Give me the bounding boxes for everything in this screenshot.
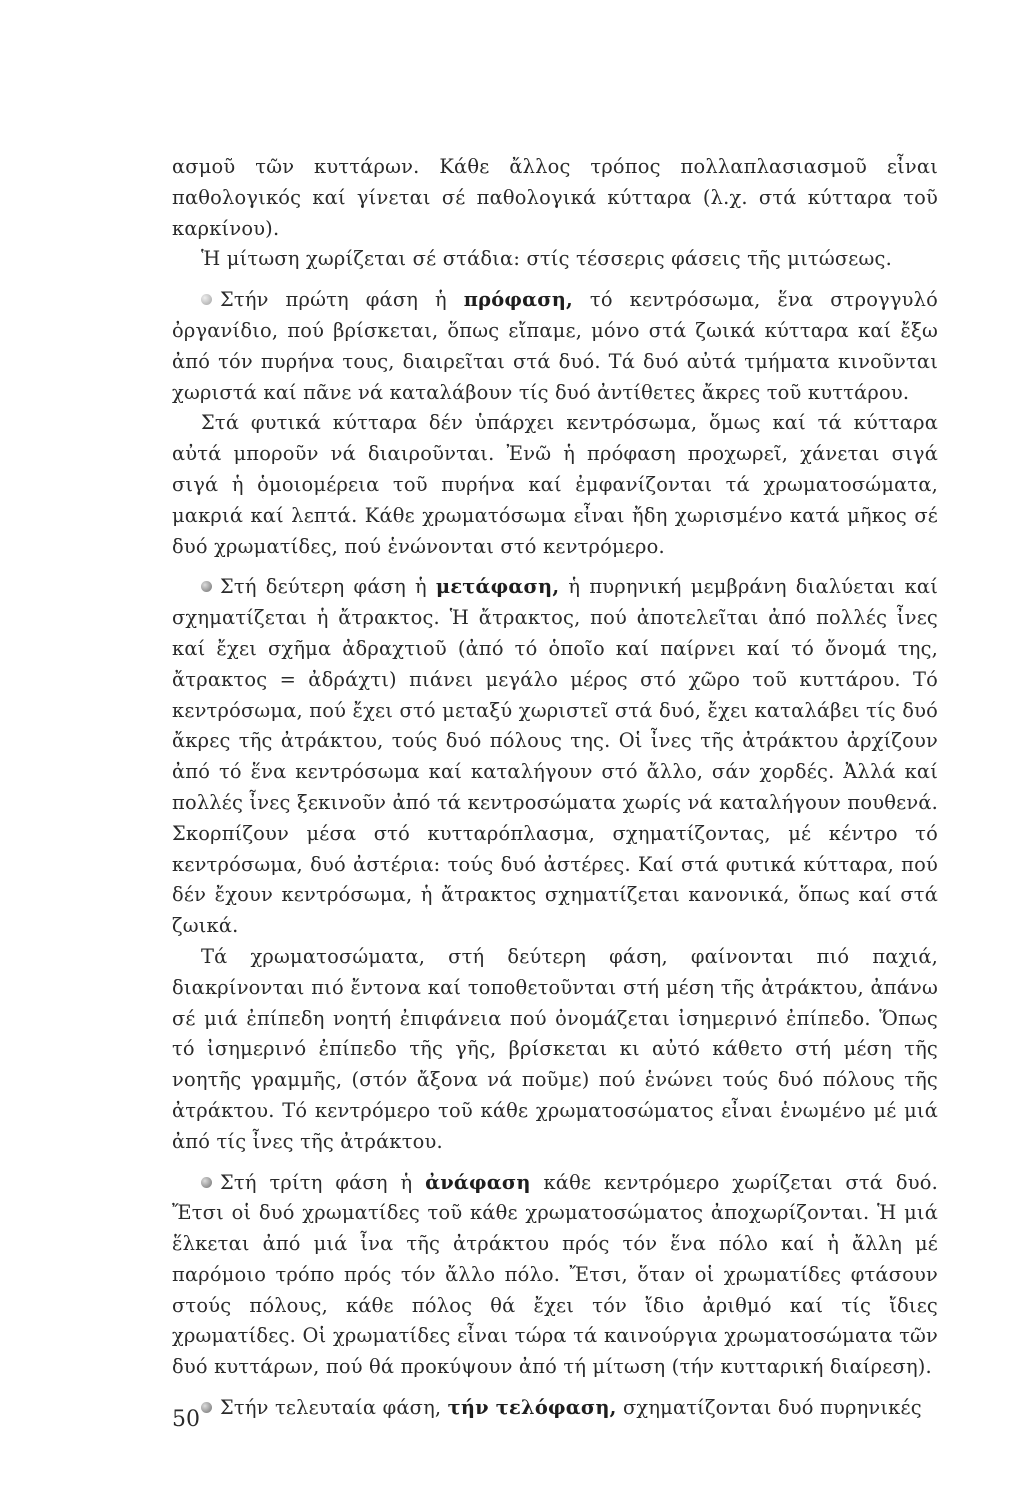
bullet-icon: [201, 581, 212, 592]
paragraph-text: Τά χρωματοσώματα, στή δεύτερη φάση, φαίνονται πιό παχιά, διακρίνονται πιό ἔντονα καί τοποθετοῦνται στή μέση τῆς ἀτράκτου, ἀπάνω σέ μιά ἐπίπεδη νοητή ἐπιφάνεια πού ὀνομάζεται ἰσημερινό ἐπίπεδο. Ὅπως τό ἰσημερινό ἐπίπεδο τῆς γῆς, βρίσκεται κι αὐτό κάθετο στή μέση τῆς νοητῆς γραμμῆς, (στόν ἄξονα νά ποῦμε) πού ἑνώνει τούς δυό πόλους τῆς ἀτράκτου. Τό κεντρόμερο τοῦ κάθε χρωματοσώματος εἶναι ἑνωμένο μέ μιά ἀπό τίς ἶνες τῆς ἀτράκτου.: [172, 944, 938, 1153]
paragraph-plant-cells: [172, 408, 938, 562]
term-telophase: τήν τελόφαση,: [447, 1396, 617, 1420]
bullet-icon: [201, 1177, 212, 1188]
page-number: 50: [172, 1407, 200, 1432]
paragraph-text-rest: τό κεντρόσωμα, ἕνα στρογγυλό ὀργανίδιο, πού βρίσκεται, ὅπως εἴπαμε, μόνο στά ζωικά κύτταρα καί ἔξω ἀπό τόν πυρήνα τους, διαιρεῖται στά δυό. Τά δυό αὐτά τμήματα κινοῦνται χωριστά καί πᾶνε νά καταλάβουν τίς δυό ἀντίθετες ἄκρες τοῦ κυττάρου.: [172, 288, 938, 404]
paragraph-intro-continuation: [172, 152, 938, 244]
bullet-icon: [201, 294, 212, 305]
paragraph-text-lead: Στή δεύτερη φάση ἡ: [220, 575, 436, 599]
term-metaphase: μετάφαση,: [435, 575, 560, 599]
paragraph-text: ασμοῦ τῶν κυττάρων. Κάθε ἄλλος τρόπος πολλαπλασιασμοῦ εἶναι παθολογικός καί γίνεται σέ παθολογικά κύτταρα (λ.χ. στά κύτταρα τοῦ καρκίνου).: [172, 155, 938, 240]
paragraph-anaphase: [172, 1168, 938, 1384]
paragraph-text: Στά φυτικά κύτταρα δέν ὑπάρχει κεντρόσωμα, ὅμως καί τά κύτταρα αὐτά μποροῦν νά διαιροῦνται. Ἐνῶ ἡ πρόφαση προχωρεῖ, χάνεται σιγά σιγά ἡ ὁμοιομέρεια τοῦ πυρήνα καί ἐμφανίζονται τά χρωματοσώματα, μακριά καί λεπτά. Κάθε χρωματόσωμα εἶναι ἤδη χωρισμένο κατά μῆκος σέ δυό χρωματίδες, πού ἑνώνονται στό κεντρόμερο.: [172, 411, 938, 558]
paragraph-mitosis-stages: [172, 244, 938, 275]
paragraph-telophase: [172, 1393, 938, 1424]
paragraph-prophase: [172, 285, 938, 408]
paragraph-text-lead: Στήν πρώτη φάση ἡ: [220, 288, 464, 312]
paragraph-metaphase: [172, 572, 938, 942]
paragraph-text-rest: σχηματίζονται δυό πυρηνικές: [616, 1396, 922, 1420]
body-text: [172, 152, 938, 1424]
paragraph-text-rest: κάθε κεντρόμερο χωρίζεται στά δυό. Ἔτσι οἱ δυό χρωματίδες τοῦ κάθε χρωματοσώματος ἀποχωρίζονται. Ἡ μιά ἕλκεται ἀπό μιά ἶνα τῆς ἀτράκτου πρός τόν ἕνα πόλο καί ἡ ἄλλη μέ παρόμοιο τρόπο πρός τόν ἄλλο πόλο. Ἔτσι, ὅταν οἱ χρωματίδες φτάσουν στούς πόλους, κάθε πόλος θά ἔχει τόν ἴδιο ἀριθμό καί τίς ἴδιες χρωματίδες. Οἱ χρωματίδες εἶναι τώρα τά καινούργια χρωματοσώματα τῶν δυό κυττάρων, πού θά προκύψουν ἀπό τή μίτωση (τήν κυτταρική διαίρεση).: [172, 1170, 938, 1379]
term-anaphase: ἀνάφαση: [425, 1170, 531, 1194]
paragraph-text-rest: ἡ πυρηνική μεμβράνη διαλύεται καί σχηματίζεται ἡ ἄτρακτος. Ἡ ἄτρακτος, πού ἀποτελεῖται ἀπό πολλές ἶνες καί ἔχει σχῆμα ἀδραχτιοῦ (ἀπό τό ὁποῖο καί παίρνει καί τό ὄνομά της, ἄτρακτος = ἀδράχτι) πιάνει μεγάλο μέρος στό χῶρο τοῦ κυττάρου. Τό κεντρόσωμα, πού ἔχει στό μεταξύ χωριστεῖ στά δυό, ἔχει καταλάβει τίς δυό ἄκρες τῆς ἀτράκτου, τούς δυό πόλους της. Οἱ ἶνες τῆς ἀτράκτου ἀρχίζουν ἀπό τό ἕνα κεντρόσωμα καί καταλήγουν στό ἄλλο, σάν χορδές. Ἀλλά καί πολλές ἶνες ξεκινοῦν ἀπό τά κεντροσώματα χωρίς νά καταλήγουν πουθενά. Σκορπίζουν μέσα στό κυτταρόπλασμα, σχηματίζοντας, μέ κέντρο τό κεντρόσωμα, δυό ἀστέρια: τούς δυό ἀστέρες. Καί στά φυτικά κύτταρα, πού δέν ἔχουν κεντρόσωμα, ἡ ἄτρακτος σχηματίζεται κανονικά, ὅπως καί στά ζωικά.: [172, 575, 939, 938]
term-prophase: πρόφαση,: [463, 288, 573, 312]
paragraph-chromosomes-equator: [172, 942, 938, 1158]
bullet-icon: [201, 1402, 212, 1413]
paragraph-text-lead: Στή τρίτη φάση ἡ: [220, 1170, 426, 1194]
paragraph-text-lead: Στήν τελευταία φάση,: [220, 1396, 448, 1420]
paragraph-text: Ἡ μίτωση χωρίζεται σέ στάδια: στίς τέσσερις φάσεις τῆς μιτώσεως.: [201, 247, 892, 271]
